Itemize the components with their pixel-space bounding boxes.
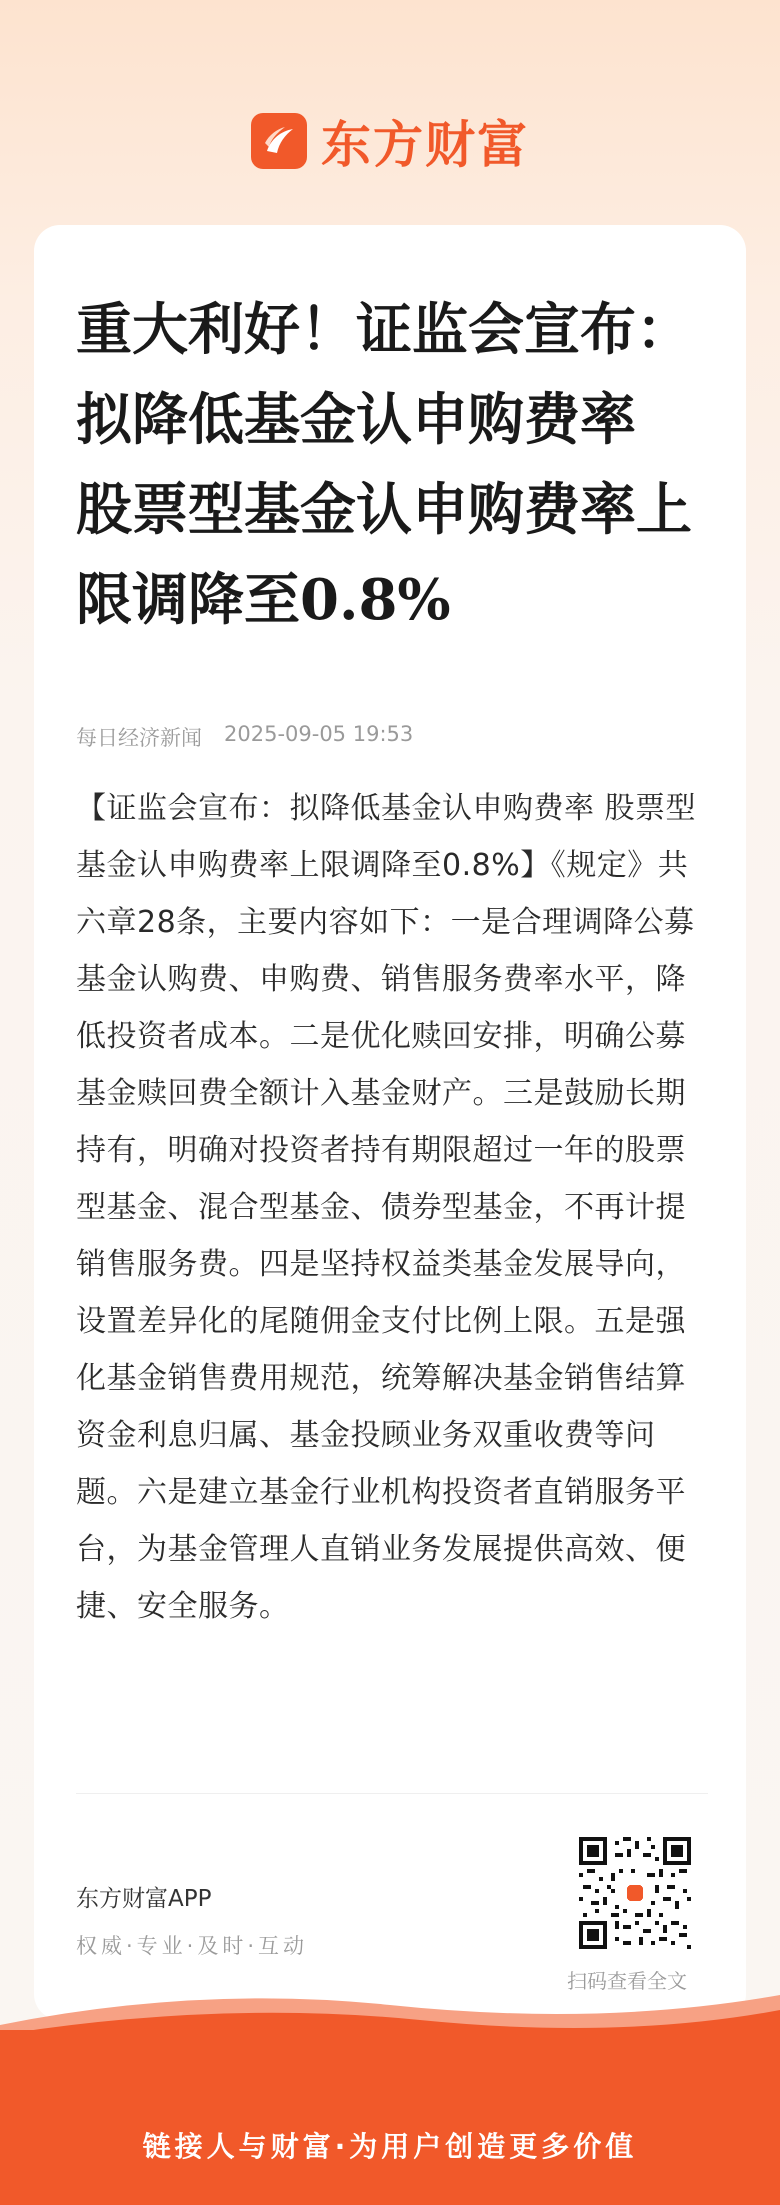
bottom-banner-text: 链接人与财富·为用户创造更多价值	[142, 2130, 638, 2163]
eastmoney-logo-icon	[251, 113, 307, 169]
article-card	[34, 225, 746, 2020]
brand-name: 东方财富	[321, 116, 529, 174]
app-name: 东方财富APP	[76, 1886, 212, 1912]
app-slogan: 权威·专业·及时·互动	[76, 1934, 309, 1958]
scan-label: 扫码查看全文	[567, 1969, 687, 1993]
qr-code-icon[interactable]	[579, 1837, 691, 1949]
article-title: 重大利好！证监会宣布：拟降低基金认申购费率 股票型基金认申购费率上限调降至0.8%	[76, 297, 692, 633]
article-source: 每日经济新闻	[76, 726, 202, 750]
divider	[76, 1793, 708, 1794]
article-body: 【证监会宣布：拟降低基金认申购费率 股票型基金认申购费率上限调降至0.8%】《规定》共六章28条，主要内容如下：一是合理调降公募基金认购费、申购费、销售服务费率水平，降低投资者成本。二是优化赎回安排，明确公募基金赎回费全额计入基金财产。三是鼓励长期持有，明确对投资者持有期限超过一年的股票型基金、混合型基金、债券型基金，不再计提销售服务费。四是坚持权益类基金发展导向，设置差异化的尾随佣金支付比例上限。五是强化基金销售费用规范，统筹解决基金销售结算资金利息归属、基金投顾业务双重收费等问题。六是建立基金行业机构投资者直销服务平台，为基金管理人直销业务发展提供高效、便捷、安全服务。	[76, 791, 697, 1624]
article-time: 2025-09-05 19:53	[224, 722, 414, 746]
brand-header	[0, 105, 780, 177]
bottom-banner	[0, 2030, 780, 2205]
article-meta	[76, 722, 413, 752]
